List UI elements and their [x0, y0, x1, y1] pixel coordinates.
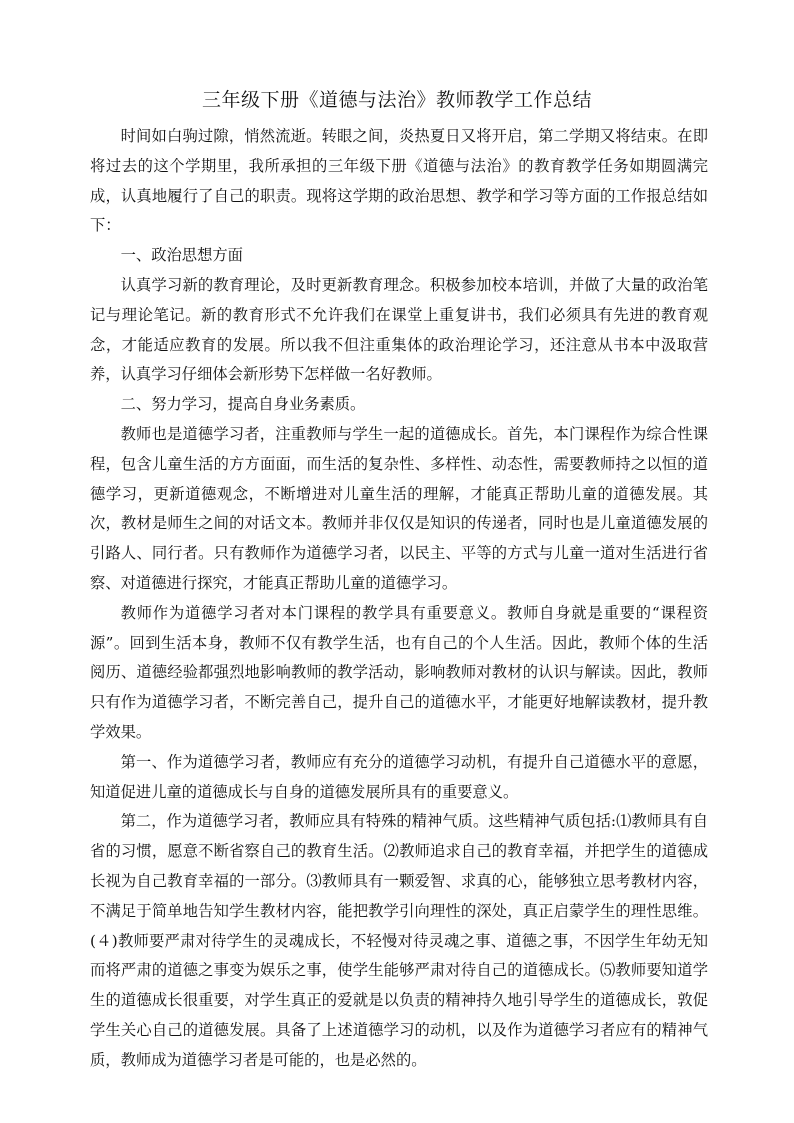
document-body [90, 122, 708, 1076]
paragraph-political: 认真学习新的教育理论，及时更新教育理念。积极参加校本培训，并做了大量的政治笔记与理论笔记。新的教育形式不允许我们在课堂上重复讲书，我们必须具有先进的教育观念，才能适应教育的发展。所以我不但注重集体的政治理论学习，还注意从书本中汲取营养，认真学习仔细体会新形势下怎样做一名好教师。 [90, 275, 708, 384]
paragraph-significance: 教师作为道德学习者对本门课程的教学具有重要意义。教师自身就是重要的“课程资源”。回到生活本身，教师不仅有教学生活，也有自己的个人生活。因此，教师个体的生活阅历、道德经验都强烈地影响教师的教学活动，影响教师对教材的认识与解读。因此，教师只有作为道德学习者，不断完善自己，提升自己的道德水平，才能更好地解读教材，提升教学效果。 [90, 603, 708, 741]
section-heading-political: 一、政治思想方面 [120, 246, 243, 265]
paragraph-first-point: 第一、作为道德学习者，教师应有充分的道德学习动机，有提升自己道德水平的意愿，知道促进儿童的道德成长与自身的道德发展所具有的重要意义。 [90, 752, 708, 801]
paragraph-intro: 时间如白驹过隙，悄然流逝。转眼之间，炎热夏日又将开启，第二学期又将结束。在即将过去的这个学期里，我所承担的三年级下册《道德与法治》的教育教学任务如期圆满完成，认真地履行了自己的职责。现将这学期的政治思想、教学和学习等方面的工作报总结如下： [90, 127, 708, 235]
section-heading-study: 二、努力学习，提高自身业务素质。 [120, 395, 366, 414]
paragraph-second-point: 第二，作为道德学习者，教师应具有特殊的精神气质。这些精神气质包括:⑴教师具有自省的习惯，愿意不断省察自己的教育生活。⑵教师追求自己的教育幸福，并把学生的道德成长视为自己教育幸福的一部分。⑶教师具有一颗爱智、求真的心，能够独立思考教材内容，不满足于简单地告知学生教材内容，能把教学引向理性的深处，真正启蒙学生的理性思维。(４)教师要严肃对待学生的灵魂成长，不轻慢对待灵魂之事、道德之事，不因学生年幼无知而将严肃的道德之事变为娱乐之事，使学生能够严肃对待自己的道德成长。⑸教师要知道学生的道德成长很重要，对学生真正的爱就是以负责的精神持久地引导学生的道德成长，敦促学生关心自己的道德发展。具备了上述道德学习的动机，以及作为道德学习者应有的精神气质，教师成为道德学习者是可能的，也是必然的。 [90, 812, 708, 1069]
paragraph-teacher-learner: 教师也是道德学习者，注重教师与学生一起的道德成长。首先，本门课程作为综合性课程，包含儿童生活的方方面面，而生活的复杂性、多样性、动态性，需要教师持之以恒的道德学习，更新道德观念，不断增进对儿童生活的理解，才能真正帮助儿童的道德发展。其次，教材是师生之间的对话文本。教师并非仅仅是知识的传递者，同时也是儿童道德发展的引路人、同行者。只有教师作为道德学习者，以民主、平等的方式与儿童一道对生活进行省察、对道德进行探究，才能真正帮助儿童的道德学习。 [90, 424, 708, 592]
document-title: 三年级下册《道德与法治》教师教学工作总结 [201, 89, 592, 111]
